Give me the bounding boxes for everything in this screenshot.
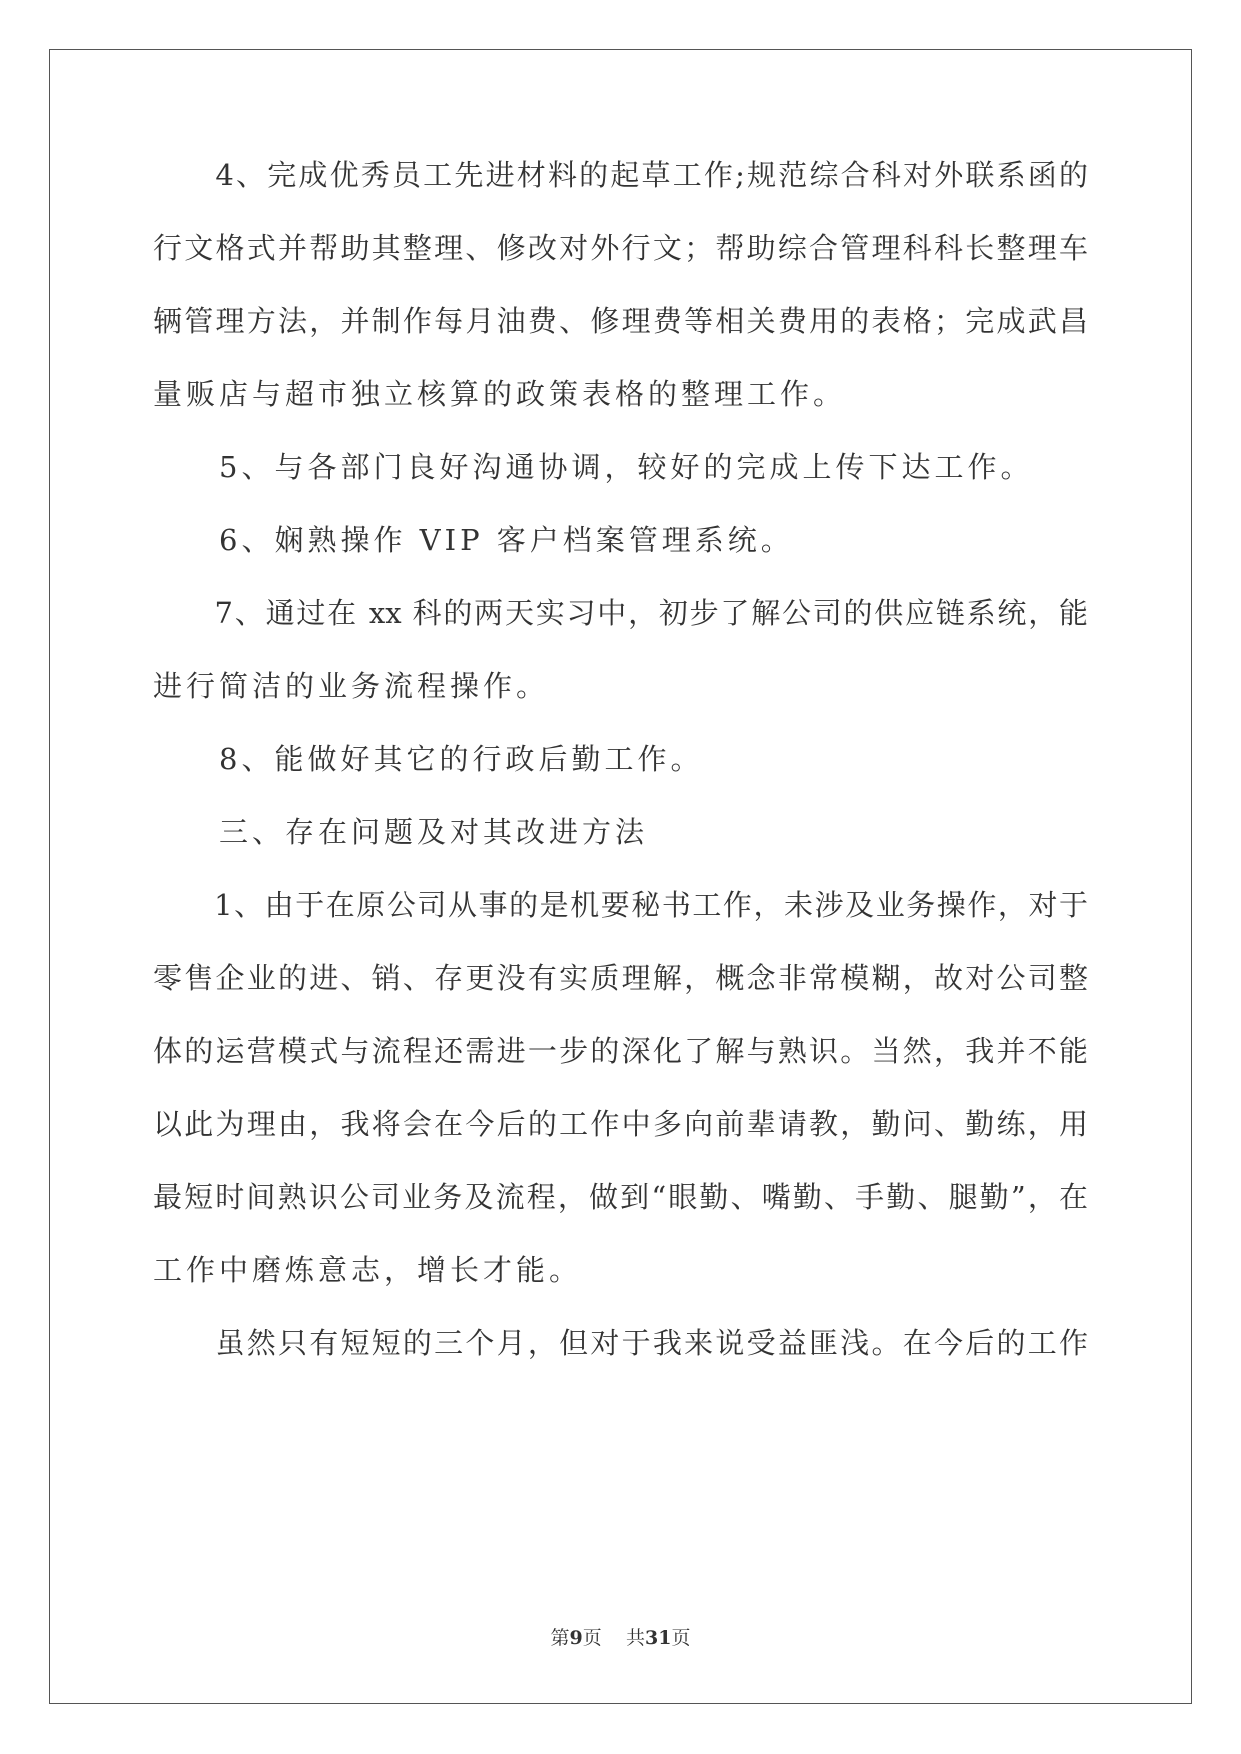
text-line: 进行简洁的业务流程操作。 <box>153 669 550 703</box>
text-line: 最短时间熟识公司业务及流程，做到“眼勤、嘴勤、手勤、腿勤”，在 <box>153 1180 1088 1214</box>
text-line: 4、完成优秀员工先进材料的起草工作;规范综合科对外联系函的 <box>153 158 1088 192</box>
text-line: 工作中磨炼意志，增长才能。 <box>153 1253 583 1287</box>
text-line: 1、由于在原公司从事的是机要秘书工作，未涉及业务操作，对于 <box>153 888 1088 922</box>
text-line: 以此为理由，我将会在今后的工作中多向前辈请教，勤问、勤练，用 <box>153 1107 1088 1141</box>
total-suffix: 页 <box>671 1627 691 1649</box>
page-total: 31 <box>644 1627 672 1649</box>
text-line: 5、与各部门良好沟通协调，较好的完成上传下达工作。 <box>153 450 1034 484</box>
page-suffix: 页 <box>582 1627 602 1649</box>
text-line: 体的运营模式与流程还需进一步的深化了解与熟识。当然，我并不能 <box>153 1034 1088 1068</box>
text-line: 行文格式并帮助其整理、修改对外行文；帮助综合管理科科长整理车 <box>153 231 1088 265</box>
page-current: 9 <box>569 1627 583 1649</box>
text-line: 6、娴熟操作 VIP 客户档案管理系统。 <box>153 523 794 557</box>
page-prefix: 第 <box>550 1627 570 1649</box>
text-line: 辆管理方法，并制作每月油费、修理费等相关费用的表格；完成武昌 <box>153 304 1088 338</box>
page-frame <box>49 49 1192 1704</box>
total-prefix: 共 <box>625 1627 645 1649</box>
text-line: 虽然只有短短的三个月，但对于我来说受益匪浅。在今后的工作 <box>153 1326 1088 1360</box>
text-line: 零售企业的进、销、存更没有实质理解，概念非常模糊，故对公司整 <box>153 961 1088 995</box>
text-line: 量贩店与超市独立核算的政策表格的整理工作。 <box>153 377 847 411</box>
text-line: 8、能做好其它的行政后勤工作。 <box>153 742 704 776</box>
section-heading: 三、存在问题及对其改进方法 <box>153 815 649 849</box>
page-footer <box>0 1626 1241 1650</box>
text-line: 7、通过在 xx 科的两天实习中，初步了解公司的供应链系统，能 <box>153 596 1088 630</box>
